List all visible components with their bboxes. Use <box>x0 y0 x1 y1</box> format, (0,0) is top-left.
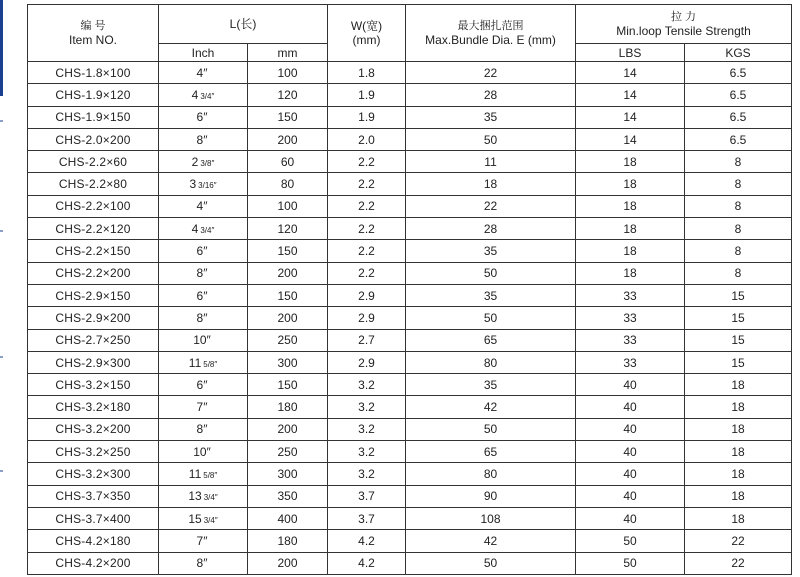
item-no-cell: CHS-1.8×100 <box>28 62 159 84</box>
max-bundle-cell: 35 <box>406 240 576 262</box>
tensile-kgs-cell: 8 <box>685 151 792 173</box>
table-row <box>28 284 792 306</box>
length-inch-cell <box>159 84 248 106</box>
width-cell: 1.9 <box>328 106 406 128</box>
max-bundle-cell: 108 <box>406 507 576 529</box>
table-row <box>28 396 792 418</box>
header-inch: Inch <box>159 44 248 62</box>
tensile-kgs-cell: 8 <box>685 195 792 217</box>
tensile-kgs-cell: 6.5 <box>685 62 792 84</box>
tensile-kgs-cell: 18 <box>685 418 792 440</box>
left-edge-mark <box>0 356 3 358</box>
length-mm-cell: 300 <box>248 351 328 373</box>
left-edge-accent <box>0 0 3 96</box>
length-inch-cell <box>159 374 248 396</box>
length-inch-cell <box>159 552 248 574</box>
inch-fraction: 3/4″ <box>203 493 218 503</box>
width-cell: 2.7 <box>328 329 406 351</box>
table-row <box>28 128 792 150</box>
tensile-lbs-cell: 50 <box>576 530 685 552</box>
length-inch-cell <box>159 106 248 128</box>
table-row <box>28 307 792 329</box>
table-row <box>28 485 792 507</box>
length-mm-cell: 60 <box>248 151 328 173</box>
tensile-kgs-cell: 6.5 <box>685 106 792 128</box>
width-cell: 3.7 <box>328 485 406 507</box>
length-mm-cell: 180 <box>248 396 328 418</box>
table-row <box>28 351 792 373</box>
tensile-lbs-cell: 14 <box>576 128 685 150</box>
length-mm-cell: 200 <box>248 552 328 574</box>
width-cell: 3.2 <box>328 396 406 418</box>
inch-whole: 7″ <box>196 400 208 415</box>
max-bundle-cell: 22 <box>406 195 576 217</box>
max-bundle-cell: 50 <box>406 418 576 440</box>
length-inch-cell <box>159 396 248 418</box>
max-bundle-cell: 80 <box>406 351 576 373</box>
inch-fraction: 3/16″ <box>198 181 217 191</box>
tensile-lbs-cell: 40 <box>576 396 685 418</box>
inch-whole: 11 <box>188 355 202 370</box>
inch-whole: 4 <box>191 87 199 102</box>
inch-fraction: 3/4″ <box>200 225 215 235</box>
table-row <box>28 240 792 262</box>
tensile-lbs-cell: 40 <box>576 441 685 463</box>
inch-whole: 4″ <box>196 65 208 80</box>
inch-whole: 6″ <box>196 244 208 259</box>
inch-whole: 10″ <box>193 333 211 348</box>
inch-whole: 8″ <box>196 422 208 437</box>
width-cell: 2.9 <box>328 351 406 373</box>
max-bundle-cell: 50 <box>406 262 576 284</box>
tensile-kgs-cell: 22 <box>685 552 792 574</box>
item-no-cell: CHS-2.2×200 <box>28 262 159 284</box>
inch-fraction: 3/4″ <box>200 91 215 101</box>
length-mm-cell: 100 <box>248 62 328 84</box>
length-mm-cell: 150 <box>248 374 328 396</box>
tensile-lbs-cell: 14 <box>576 106 685 128</box>
tensile-kgs-cell: 18 <box>685 507 792 529</box>
tensile-kgs-cell: 8 <box>685 218 792 240</box>
inch-whole: 15 <box>188 511 202 526</box>
item-no-cell: CHS-3.7×350 <box>28 485 159 507</box>
tensile-lbs-cell: 18 <box>576 240 685 262</box>
inch-whole: 10″ <box>193 444 211 459</box>
inch-fraction: 5/8″ <box>203 359 218 369</box>
tensile-lbs-cell: 14 <box>576 62 685 84</box>
inch-whole: 8″ <box>196 310 208 325</box>
width-cell: 2.2 <box>328 262 406 284</box>
width-cell: 2.2 <box>328 195 406 217</box>
header-mm: mm <box>248 44 328 62</box>
width-cell: 3.2 <box>328 441 406 463</box>
table-row <box>28 218 792 240</box>
tensile-kgs-cell: 22 <box>685 530 792 552</box>
length-mm-cell: 350 <box>248 485 328 507</box>
max-bundle-cell: 90 <box>406 485 576 507</box>
inch-whole: 2 <box>191 154 199 169</box>
tensile-lbs-cell: 40 <box>576 374 685 396</box>
header-lbs: LBS <box>576 44 685 62</box>
item-no-cell: CHS-2.2×120 <box>28 218 159 240</box>
max-bundle-cell: 50 <box>406 307 576 329</box>
table-row <box>28 62 792 84</box>
tensile-kgs-cell: 6.5 <box>685 128 792 150</box>
max-bundle-cell: 42 <box>406 530 576 552</box>
inch-whole: 6″ <box>196 110 208 125</box>
length-mm-cell: 200 <box>248 418 328 440</box>
tensile-kgs-cell: 18 <box>685 485 792 507</box>
tensile-kgs-cell: 8 <box>685 262 792 284</box>
length-inch-cell <box>159 262 248 284</box>
inch-whole: 13 <box>188 489 202 504</box>
tensile-lbs-cell: 40 <box>576 463 685 485</box>
item-no-cell: CHS-2.9×150 <box>28 284 159 306</box>
left-edge-mark <box>0 120 3 122</box>
table-row <box>28 418 792 440</box>
width-cell: 4.2 <box>328 530 406 552</box>
length-inch-cell <box>159 284 248 306</box>
length-mm-cell: 250 <box>248 441 328 463</box>
item-no-cell: CHS-3.2×250 <box>28 441 159 463</box>
tensile-lbs-cell: 33 <box>576 307 685 329</box>
length-inch-cell <box>159 463 248 485</box>
tensile-kgs-cell: 18 <box>685 441 792 463</box>
length-inch-cell <box>159 307 248 329</box>
table-row <box>28 507 792 529</box>
item-no-cell: CHS-2.9×300 <box>28 351 159 373</box>
tensile-lbs-cell: 40 <box>576 485 685 507</box>
width-cell: 2.9 <box>328 284 406 306</box>
tensile-kgs-cell: 15 <box>685 284 792 306</box>
length-mm-cell: 200 <box>248 307 328 329</box>
inch-whole: 4 <box>191 221 199 236</box>
header-width: W(宽) (mm) <box>328 5 406 62</box>
table-row <box>28 195 792 217</box>
tensile-lbs-cell: 50 <box>576 552 685 574</box>
length-mm-cell: 400 <box>248 507 328 529</box>
table-row <box>28 173 792 195</box>
cable-tie-spec-table <box>27 4 792 575</box>
item-no-cell: CHS-1.9×150 <box>28 106 159 128</box>
tensile-lbs-cell: 14 <box>576 84 685 106</box>
max-bundle-cell: 35 <box>406 284 576 306</box>
item-no-cell: CHS-3.2×200 <box>28 418 159 440</box>
table-row <box>28 151 792 173</box>
length-inch-cell <box>159 240 248 262</box>
length-mm-cell: 120 <box>248 218 328 240</box>
header-kgs: KGS <box>685 44 792 62</box>
length-mm-cell: 120 <box>248 84 328 106</box>
item-no-cell: CHS-2.2×60 <box>28 151 159 173</box>
width-cell: 4.2 <box>328 552 406 574</box>
table-header <box>28 5 792 62</box>
inch-whole: 11 <box>188 466 202 481</box>
item-no-cell: CHS-3.2×300 <box>28 463 159 485</box>
length-inch-cell <box>159 62 248 84</box>
tensile-kgs-cell: 8 <box>685 240 792 262</box>
tensile-kgs-cell: 15 <box>685 307 792 329</box>
max-bundle-cell: 42 <box>406 396 576 418</box>
tensile-kgs-cell: 18 <box>685 374 792 396</box>
tensile-lbs-cell: 40 <box>576 418 685 440</box>
inch-fraction: 3/4″ <box>203 515 218 525</box>
tensile-kgs-cell: 18 <box>685 396 792 418</box>
length-mm-cell: 250 <box>248 329 328 351</box>
length-inch-cell <box>159 441 248 463</box>
header-length: L(长) <box>159 5 328 44</box>
item-no-cell: CHS-2.0×200 <box>28 128 159 150</box>
width-cell: 3.2 <box>328 374 406 396</box>
inch-whole: 4″ <box>196 199 208 214</box>
item-no-cell: CHS-1.9×120 <box>28 84 159 106</box>
max-bundle-cell: 65 <box>406 441 576 463</box>
tensile-lbs-cell: 18 <box>576 151 685 173</box>
left-edge-mark <box>0 230 3 232</box>
length-mm-cell: 150 <box>248 106 328 128</box>
tensile-kgs-cell: 15 <box>685 351 792 373</box>
max-bundle-cell: 22 <box>406 62 576 84</box>
width-cell: 1.9 <box>328 84 406 106</box>
inch-whole: 8″ <box>196 556 208 571</box>
width-cell: 2.2 <box>328 173 406 195</box>
width-cell: 2.0 <box>328 128 406 150</box>
tensile-lbs-cell: 18 <box>576 262 685 284</box>
length-mm-cell: 200 <box>248 128 328 150</box>
table-row <box>28 552 792 574</box>
tensile-kgs-cell: 8 <box>685 173 792 195</box>
inch-fraction: 3/8″ <box>200 158 215 168</box>
item-no-cell: CHS-4.2×200 <box>28 552 159 574</box>
table-row <box>28 329 792 351</box>
length-mm-cell: 180 <box>248 530 328 552</box>
length-inch-cell <box>159 218 248 240</box>
header-item-no: 编 号 Item NO. <box>28 5 159 62</box>
inch-whole: 8″ <box>196 132 208 147</box>
inch-whole: 6″ <box>196 288 208 303</box>
table-row <box>28 84 792 106</box>
table-row <box>28 463 792 485</box>
table-row <box>28 106 792 128</box>
tensile-lbs-cell: 18 <box>576 173 685 195</box>
length-mm-cell: 80 <box>248 173 328 195</box>
max-bundle-cell: 28 <box>406 84 576 106</box>
item-no-cell: CHS-2.7×250 <box>28 329 159 351</box>
item-no-cell: CHS-3.7×400 <box>28 507 159 529</box>
length-inch-cell <box>159 530 248 552</box>
max-bundle-cell: 50 <box>406 552 576 574</box>
inch-whole: 3 <box>189 177 197 192</box>
width-cell: 2.2 <box>328 218 406 240</box>
tensile-lbs-cell: 18 <box>576 218 685 240</box>
length-mm-cell: 150 <box>248 284 328 306</box>
inch-whole: 8″ <box>196 266 208 281</box>
width-cell: 2.2 <box>328 240 406 262</box>
max-bundle-cell: 35 <box>406 106 576 128</box>
item-no-cell: CHS-3.2×150 <box>28 374 159 396</box>
inch-whole: 7″ <box>196 533 208 548</box>
length-mm-cell: 300 <box>248 463 328 485</box>
width-cell: 2.9 <box>328 307 406 329</box>
header-max-bundle: 最大捆扎范围 Max.Bundle Dia. E (mm) <box>406 5 576 62</box>
table-body <box>28 62 792 575</box>
item-no-cell: CHS-2.2×150 <box>28 240 159 262</box>
length-inch-cell <box>159 507 248 529</box>
tensile-lbs-cell: 40 <box>576 507 685 529</box>
header-tensile-strength: 拉 力 Min.loop Tensile Strength <box>576 5 792 44</box>
item-no-cell: CHS-2.9×200 <box>28 307 159 329</box>
table-row <box>28 262 792 284</box>
tensile-lbs-cell: 18 <box>576 195 685 217</box>
max-bundle-cell: 35 <box>406 374 576 396</box>
length-inch-cell <box>159 128 248 150</box>
max-bundle-cell: 80 <box>406 463 576 485</box>
length-inch-cell <box>159 485 248 507</box>
inch-whole: 6″ <box>196 377 208 392</box>
length-inch-cell <box>159 195 248 217</box>
tensile-lbs-cell: 33 <box>576 329 685 351</box>
table-row <box>28 441 792 463</box>
length-inch-cell <box>159 173 248 195</box>
width-cell: 3.7 <box>328 507 406 529</box>
tensile-lbs-cell: 33 <box>576 351 685 373</box>
width-cell: 3.2 <box>328 463 406 485</box>
width-cell: 3.2 <box>328 418 406 440</box>
tensile-lbs-cell: 33 <box>576 284 685 306</box>
tensile-kgs-cell: 15 <box>685 329 792 351</box>
item-no-cell: CHS-2.2×100 <box>28 195 159 217</box>
item-no-cell: CHS-4.2×180 <box>28 530 159 552</box>
length-inch-cell <box>159 329 248 351</box>
length-inch-cell <box>159 151 248 173</box>
item-no-cell: CHS-3.2×180 <box>28 396 159 418</box>
length-inch-cell <box>159 418 248 440</box>
max-bundle-cell: 18 <box>406 173 576 195</box>
tensile-kgs-cell: 18 <box>685 463 792 485</box>
tensile-kgs-cell: 6.5 <box>685 84 792 106</box>
item-no-cell: CHS-2.2×80 <box>28 173 159 195</box>
width-cell: 1.8 <box>328 62 406 84</box>
length-mm-cell: 100 <box>248 195 328 217</box>
max-bundle-cell: 65 <box>406 329 576 351</box>
max-bundle-cell: 11 <box>406 151 576 173</box>
max-bundle-cell: 28 <box>406 218 576 240</box>
length-mm-cell: 150 <box>248 240 328 262</box>
inch-fraction: 5/8″ <box>203 470 218 480</box>
length-inch-cell <box>159 351 248 373</box>
table-row <box>28 530 792 552</box>
length-mm-cell: 200 <box>248 262 328 284</box>
left-edge-mark <box>0 470 3 472</box>
width-cell: 2.2 <box>328 151 406 173</box>
table-row <box>28 374 792 396</box>
max-bundle-cell: 50 <box>406 128 576 150</box>
